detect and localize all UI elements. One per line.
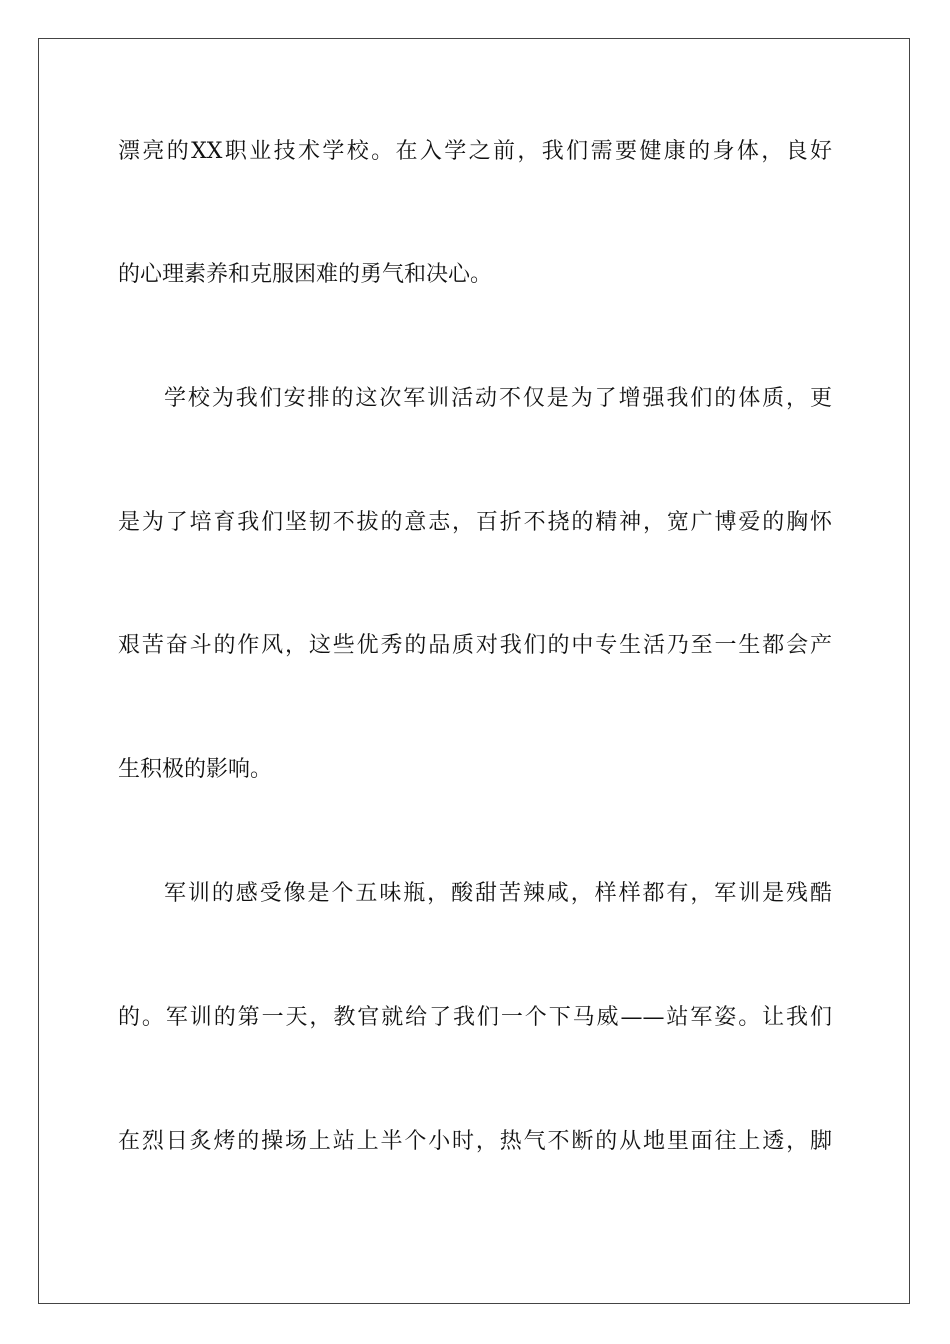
text-line-1: 漂亮的XX职业技术学校。在入学之前，我们需要健康的身体，良好 xyxy=(118,139,832,164)
text-line-8: 的。军训的第一天，教官就给了我们一个下马威——站军姿。让我们 xyxy=(118,1005,832,1030)
text-line-3: 学校为我们安排的这次军训活动不仅是为了增强我们的体质，更 xyxy=(164,386,832,411)
text-line-9: 在烈日炙烤的操场上站上半个小时，热气不断的从地里面往上透，脚 xyxy=(118,1129,832,1154)
text-line-7: 军训的感受像是个五味瓶，酸甜苦辣咸，样样都有，军训是残酷 xyxy=(164,881,832,906)
text-line-6: 生积极的影响。 xyxy=(118,757,273,782)
text-line-2: 的心理素养和克服困难的勇气和决心。 xyxy=(118,262,493,287)
text-line-5: 艰苦奋斗的作风，这些优秀的品质对我们的中专生活乃至一生都会产 xyxy=(118,633,832,658)
text-line-4: 是为了培育我们坚韧不拔的意志，百折不挠的精神，宽广博爱的胸怀 xyxy=(118,510,832,535)
page-frame xyxy=(38,38,910,1304)
